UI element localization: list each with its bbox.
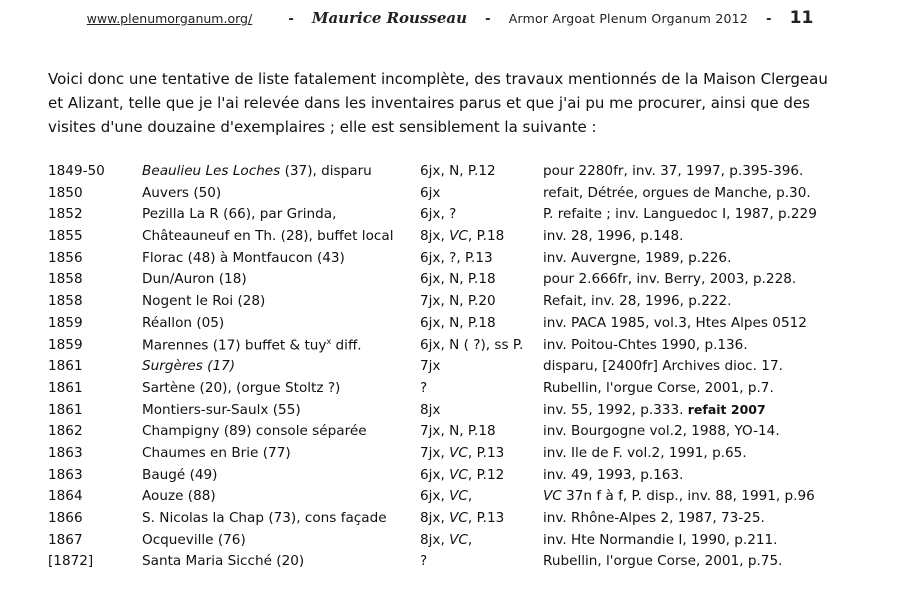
table-row	[48, 532, 878, 554]
work-reference: inv. Auvergne, 1989, p.226.	[543, 249, 732, 266]
place-italic: Beaulieu Les Loches	[142, 163, 281, 179]
work-reference: pour 2.666fr, inv. Berry, 2003, p.228.	[543, 271, 797, 288]
work-reference: inv. 55, 1992, p.333. refait 2007	[543, 401, 766, 418]
work-place: Aouze (88)	[142, 488, 216, 505]
keys-italic: VC	[449, 444, 468, 461]
work-place: Réallon (05)	[142, 314, 225, 331]
table-row	[48, 163, 878, 185]
intro-line: et Alizant, telle que je l'ai relevée dans les inventaires parus et que j'ai pu me procurer, ainsi que des	[48, 94, 810, 112]
work-year: 1855	[48, 228, 83, 245]
keys-italic: VC	[449, 510, 468, 526]
table-row	[48, 250, 878, 272]
work-keys: 7jx, N, P.20	[420, 293, 496, 310]
superscript: x	[326, 336, 332, 346]
work-keys: ?	[420, 553, 428, 570]
work-year: 1863	[48, 466, 83, 483]
work-reference: inv. Rhône-Alpes 2, 1987, 73-25.	[543, 510, 765, 526]
page-header	[0, 8, 900, 28]
table-row	[48, 337, 878, 359]
work-reference: inv. Bourgogne vol.2, 1988, YO-14.	[543, 423, 780, 440]
separator: -	[485, 12, 491, 27]
table-row	[48, 206, 878, 228]
work-place: Nogent le Roi (28)	[142, 293, 266, 310]
work-place: Montiers-sur-Saulx (55)	[142, 401, 301, 418]
keys-italic: VC	[449, 488, 468, 505]
work-reference: inv. Poitou-Chtes 1990, p.136.	[543, 336, 748, 353]
work-reference: inv. Hte Normandie I, 1990, p.211.	[543, 531, 778, 548]
ref-bold: refait 2007	[687, 401, 766, 417]
work-keys: 6jx, VC,	[420, 488, 473, 505]
work-keys: 8jx, VC,	[420, 531, 473, 548]
work-place: Baugé (49)	[142, 466, 218, 483]
work-reference: Rubellin, l'orgue Corse, 2001, p.75.	[543, 553, 783, 570]
work-year: 1862	[48, 423, 83, 440]
work-place: Champigny (89) console séparée	[142, 423, 367, 440]
work-year: [1872]	[48, 553, 94, 570]
separator: -	[766, 12, 772, 27]
place-italic: Surgères (17)	[142, 358, 236, 375]
work-year: 1861	[48, 358, 83, 375]
keys-italic: VC	[449, 466, 468, 483]
work-keys: 6jx, N, P.12	[420, 163, 496, 179]
work-keys: 7jx	[420, 358, 441, 375]
work-year: 1856	[48, 249, 83, 266]
intro-line: Voici donc une tentative de liste fatalement incomplète, des travaux mentionnés de la Maison Clergeau	[48, 70, 828, 88]
work-place: Ocqueville (76)	[142, 531, 246, 548]
work-year: 1863	[48, 444, 83, 461]
work-place: Pezilla La R (66), par Grinda,	[142, 206, 337, 223]
table-row	[48, 467, 878, 489]
work-keys: 8jx, VC, P.18	[420, 228, 505, 245]
work-reference: inv. Ile de F. vol.2, 1991, p.65.	[543, 444, 747, 461]
ref-italic: VC	[543, 488, 562, 505]
work-year: 1864	[48, 488, 83, 505]
work-reference: disparu, [2400fr] Archives dioc. 17.	[543, 358, 783, 375]
work-reference: pour 2280fr, inv. 37, 1997, p.395-396.	[543, 163, 804, 179]
work-year: 1850	[48, 184, 83, 201]
keys-italic: VC	[449, 531, 468, 548]
work-keys: 6jx, VC, P.12	[420, 466, 505, 483]
work-year: 1861	[48, 401, 83, 418]
work-place: Beaulieu Les Loches (37), disparu	[142, 163, 372, 179]
table-row	[48, 445, 878, 467]
work-place: Dun/Auron (18)	[142, 271, 247, 288]
table-row	[48, 293, 878, 315]
table-row	[48, 185, 878, 207]
work-year: 1867	[48, 531, 83, 548]
work-keys: 7jx, N, P.18	[420, 423, 496, 440]
table-row	[48, 510, 878, 532]
author-name: Maurice Rousseau	[311, 9, 468, 27]
intro-line: visites d'une douzaine d'exemplaires ; elle est sensiblement la suivante :	[48, 118, 597, 136]
work-keys: 8jx	[420, 401, 441, 418]
work-keys: 6jx, ?, P.13	[420, 249, 493, 266]
work-year: 1861	[48, 379, 83, 396]
work-reference: inv. PACA 1985, vol.3, Htes Alpes 0512	[543, 314, 807, 331]
work-reference: inv. 49, 1993, p.163.	[543, 466, 684, 483]
table-row	[48, 315, 878, 337]
table-row	[48, 553, 878, 575]
work-reference: refait, Détrée, orgues de Manche, p.30.	[543, 184, 811, 201]
work-place: Santa Maria Sicché (20)	[142, 553, 305, 570]
work-keys: 8jx, VC, P.13	[420, 510, 505, 526]
website-link[interactable]: www.plenumorganum.org/	[86, 11, 253, 26]
table-row	[48, 402, 878, 424]
work-place: Auvers (50)	[142, 184, 222, 201]
page-number: 11	[789, 8, 814, 28]
table-row	[48, 271, 878, 293]
work-keys: ?	[420, 379, 428, 396]
work-year: 1858	[48, 271, 83, 288]
work-place: Chaumes en Brie (77)	[142, 444, 291, 461]
work-year: 1852	[48, 206, 83, 223]
work-keys: 7jx, VC, P.13	[420, 444, 505, 461]
work-place	[142, 358, 235, 374]
works-list	[48, 163, 878, 575]
work-reference: VC 37n f à f, P. disp., inv. 88, 1991, p.96	[543, 488, 815, 505]
work-place: Florac (48) à Montfaucon (43)	[142, 249, 345, 266]
work-place: Marennes (17) buffet & tuy$^x$ diff.	[142, 336, 362, 354]
work-year: 1858	[48, 293, 83, 310]
table-row	[48, 228, 878, 250]
table-row	[48, 488, 878, 510]
keys-italic: VC	[449, 228, 468, 245]
work-keys: 6jx, N ( ?), ss P.	[420, 336, 524, 353]
work-year: 1866	[48, 510, 83, 526]
work-keys: 6jx	[420, 184, 441, 201]
work-place: S. Nicolas la Chap (73), cons façade	[142, 510, 387, 526]
work-reference: P. refaite ; inv. Languedoc I, 1987, p.229	[543, 206, 817, 223]
work-reference: Refait, inv. 28, 1996, p.222.	[543, 293, 732, 310]
publication-title: Armor Argoat Plenum Organum 2012	[508, 11, 748, 26]
work-year: 1859	[48, 314, 83, 331]
table-row	[48, 358, 878, 380]
work-reference: Rubellin, l'orgue Corse, 2001, p.7.	[543, 379, 774, 396]
table-row	[48, 380, 878, 402]
table-row	[48, 423, 878, 445]
work-year: 1859	[48, 336, 83, 353]
work-keys: 6jx, N, P.18	[420, 314, 496, 331]
intro-paragraph	[48, 67, 876, 139]
work-keys: 6jx, ?	[420, 206, 457, 223]
work-place: Châteauneuf en Th. (28), buffet local	[142, 228, 394, 245]
work-reference: inv. 28, 1996, p.148.	[543, 228, 684, 245]
work-keys: 6jx, N, P.18	[420, 271, 496, 288]
work-place: Sartène (20), (orgue Stoltz ?)	[142, 379, 341, 396]
separator: -	[288, 12, 294, 27]
work-year: 1849-50	[48, 163, 105, 179]
